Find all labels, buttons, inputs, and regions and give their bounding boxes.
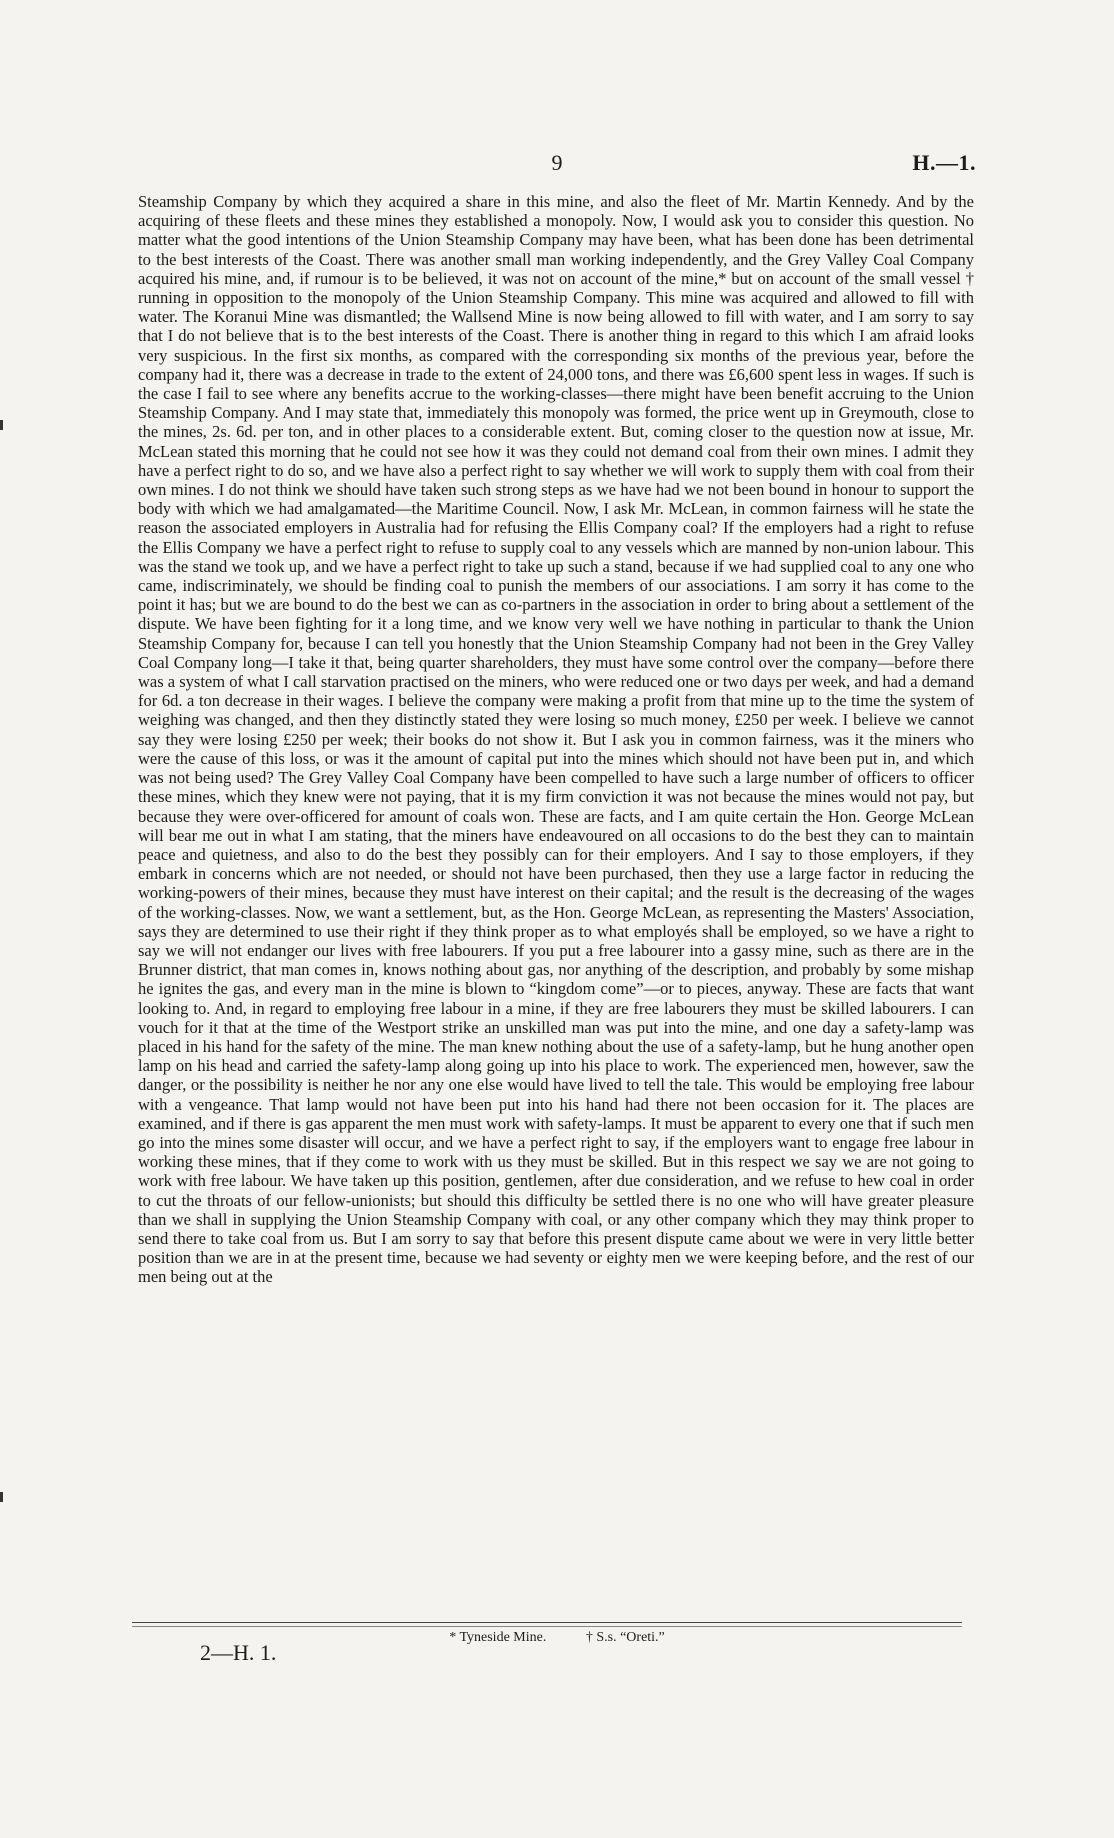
margin-mark xyxy=(0,1492,3,1502)
body-paragraph: Steamship Company by which they acquired a share in this mine, and also the fleet of Mr. Martin Kennedy. And by the acquiring of these fleets and these mines they established a monopoly. Now, I would ask you to consider this question. No matter what the good intentions of the Union Steamship Company may have been, what has been done has been detrimental to the best interests of the Coast. There was another small man working independently, and the Grey Valley Coal Company acquired his mine, and, if rumour is to be believed, it was not on account of the mine,* but on account of the small vessel † running in opposition to the monopoly of the Union Steamship Company. This mine was acquired and allowed to fill with water. The Koranui Mine was dismantled; the Wallsend Mine is now being allowed to fill with water, and I am sorry to say that I do not believe that is to the best interests of the Coast. There is another thing in regard to this which I am afraid looks very suspicious. In the first six months, as compared with the corresponding six months of the previous year, before the company had it, there was a decrease in trade to the extent of 24,000 tons, and there was £6,600 spent less in wages. If such is the case I fail to see where any benefits accrue to the working-classes—there might have been benefit accruing to the Union Steamship Company. And I may state that, immediately this monopoly was formed, the price went up in Greymouth, close to the mines, 2s. 6d. per ton, and in other places to a considerable extent. But, coming closer to the question now at issue, Mr. McLean stated this morning that he could not see how it was they could not demand coal from their own mines. I admit they have a perfect right to do so, and we have also a perfect right to say whether we will work to supply them with coal from their own mines. I do not think we should have taken such strong steps as we have had we not been bound in honour to support the body with which we had amalgamated—the Maritime Council. Now, I ask Mr. McLean, in common fairness will he state the reason the associated employers in Australia had for refusing the Ellis Company coal? If the employers had a right to refuse the Ellis Company we have a perfect right to refuse to supply coal to any vessels which are manned by non-union labour. This was the stand we took up, and we have a perfect right to take up such a stand, because if we had supplied coal to any one who came, indiscriminately, we should be finding coal to punish the members of our associations. I am sorry it has come to the point it has; but we are bound to do the best we can as co-partners in the association in order to bring about a settlement of the dispute. We have been fighting for it a long time, and we know very well we have nothing in particular to thank the Union Steamship Company for, because I can tell you honestly that the Union Steamship Company had not been in the Grey Valley Coal Company long—I take it that, being quarter shareholders, they must have some control over the company—before there was a system of what I call starvation practised on the miners, who were reduced one or two days per week, and had a demand for 6d. a ton decrease in their wages. I believe the company were making a profit from that mine up to the time the system of weighing was changed, and then they distinctly stated they were losing so much money, £250 per week. I believe we cannot say they were losing £250 per week; their books do not show it. But I ask you in common fairness, was it the miners who were the cause of this loss, or was it the amount of capital put into the mines which should not have been put in, and which was not being used? The Grey Valley Coal Company have been compelled to have such a large number of officers to officer these mines, which they knew were not paying, that it is my firm conviction it was not because the mines would not pay, but because they were over-officered for amount of coals won. These are facts, and I am quite certain the Hon. George McLean will bear me out in what I am stating, that the miners have endeavoured on all occasions to do the best they can to maintain peace and quietness, and also to do the best they possibly can for their employers. And I say to those employers, if they embark in concerns which are not needed, or should not have been purchased, then they use a large factor in reducing the working-powers of their mines, because they must have interest on their capital; and the result is the decreasing of the wages of the working-classes. Now, we want a settlement, but, as the Hon. George McLean, as representing the Masters' Association, says they are determined to use their right if they think proper as to what employés shall be employed, so we have a right to say we will not endanger our lives with free labourers. If you put a free labourer into a gassy mine, such as there are in the Brunner district, that man comes in, knows nothing about gas, nor anything of the description, and probably by some mishap he ignites the gas, and every man in the mine is blown to “kingdom come”—or to pieces, anyway. These are facts that want looking to. And, in regard to employing free labour in a mine, if they are free labourers they must be skilled labourers. I can vouch for it that at the time of the Westport strike an unskilled man was put into the mine, and one day a safety-lamp was placed in his hand for the safety of the mine. The man knew nothing about the use of a safety-lamp, but he hung another open lamp on his head and carried the safety-lamp along going up into his place to work. The experienced men, however, saw the danger, or the possibility is neither he nor any one else would have lived to tell the tale. This would be employing free labour with a vengeance. That lamp would not have been put into his hand had there not been occasion for it. The places are examined, and if there is gas apparent the men must work with safety-lamps. It must be apparent to every one that if such men go into the mines some disaster will occur, and we have a perfect right to say, if the employers want to engage free labour in working these mines, that if they come to work with us they must be skilled. But in this respect we say we are not going to work with free labour. We have taken up this position, gentlemen, after due consideration, and we refuse to hew coal in order to cut the throats of our fellow-unionists; but should this difficulty be settled there is no one who will have greater pleasure than we shall in supplying the Union Steamship Company with coal, or any other company which they may think proper to send there to take coal from us. But I am sorry to say that before this present dispute came about we were in very little better position than we are in at the present time, because we had seventy or eighty men we were keeping before, and the rest of our men being out at the xyxy=(138,192,974,1287)
document-id: H.—1. xyxy=(912,150,976,175)
footnotes xyxy=(0,1630,1114,1646)
signature-mark: 2—H. 1. xyxy=(200,1640,277,1665)
footnote-oreti: † S.s. “Oreti.” xyxy=(585,1630,665,1645)
page-number: 9 xyxy=(551,150,563,175)
footnote-rule-secondary xyxy=(132,1626,962,1627)
margin-mark xyxy=(0,420,3,430)
footnote-tyneside: * Tyneside Mine. xyxy=(449,1630,547,1645)
footnote-rule xyxy=(132,1622,962,1623)
